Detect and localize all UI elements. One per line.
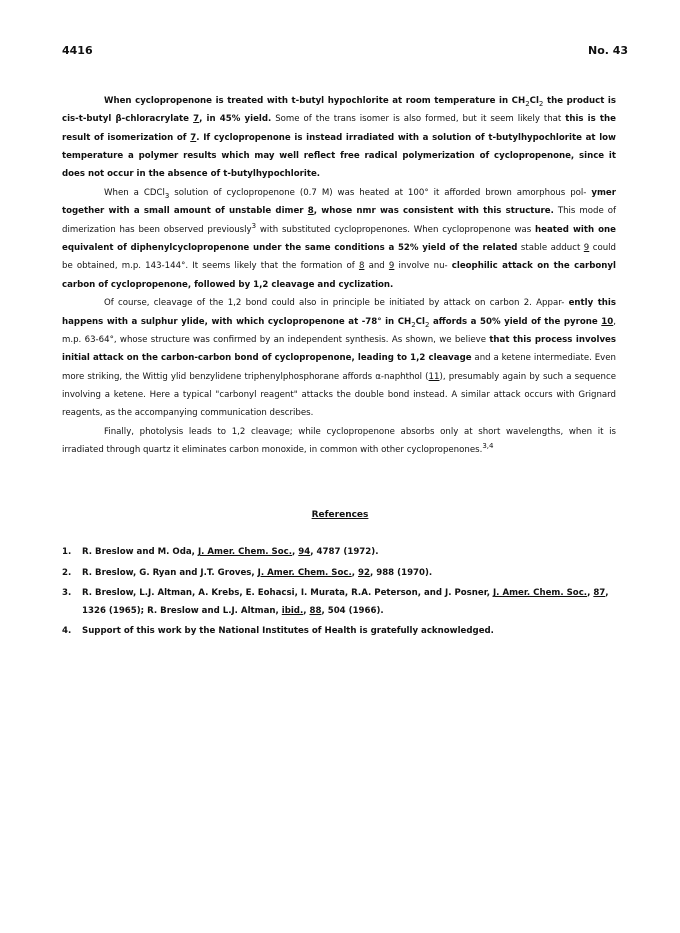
text-run: and: [364, 261, 389, 272]
text-run: R. Breslow, L.J. Altman, A. Krebs, E. Eohacsi, I. Murata, R.A. Peterson, and J. Posner,: [82, 588, 493, 599]
text-run: J. Amer. Chem. Soc.: [257, 567, 352, 578]
text-run: J. Amer. Chem. Soc.: [197, 547, 293, 557]
text-run: could be obtained, m.p. 143-144°. It seems likely that the formation of: [62, 242, 616, 272]
text-run: 11: [428, 371, 440, 382]
text-run: When cyclopropenone is treated with t-butyl hypochlorite at room temperature in CH: [104, 96, 526, 106]
text-run: Some of the trans isomer is also formed, but it seem likely that: [271, 114, 566, 125]
text-run: 94: [298, 547, 311, 557]
text-run: , in 45% yield.: [199, 114, 272, 125]
subscript: 3: [164, 192, 170, 201]
text-run: , 504 (1966).: [321, 605, 384, 616]
text-run: ,: [587, 588, 594, 599]
text-run: ymer together with a small amount of unstable dimer: [62, 188, 616, 217]
text-run: 88: [309, 605, 322, 616]
reference-number: 4.: [62, 626, 72, 637]
paragraph: [62, 184, 616, 294]
text-run: 8: [307, 206, 314, 217]
page-number: 4416: [62, 44, 93, 57]
text-run: and a ketene intermediate. Even more striking, the Wittig ylid benzylidene triphenylphosphorane affords α-naphthol (: [62, 353, 616, 382]
subscript: 2: [424, 320, 430, 329]
references-heading: References: [311, 510, 369, 520]
superscript: 3: [251, 221, 257, 230]
text-run: with substituted cyclopropenones. When cyclopropenone was: [256, 224, 536, 235]
text-run: , 988 (1970).: [369, 567, 433, 578]
subscript: 2: [538, 100, 544, 108]
text-run: , m.p. 63-64°, whose structure was confirmed by an independent synthesis. As shown, we believe: [62, 316, 616, 346]
text-run: 8: [358, 261, 365, 272]
journal-issue: No. 43: [588, 44, 629, 57]
text-run: , 1326 (1965); R. Breslow and L.J. Altman,: [82, 588, 609, 616]
text-run: 9: [583, 242, 590, 253]
text-run: heated with one equivalent of diphenylcyclopropenone under the same conditions a 52% yield of the related: [62, 224, 616, 253]
reference-number: 2.: [62, 567, 72, 578]
text-run: 7: [190, 132, 197, 143]
reference-number: 1.: [62, 547, 72, 557]
text-run: ibid.: [281, 605, 304, 616]
text-run: affords a 50% yield of the pyrone: [429, 316, 602, 327]
paragraph: [62, 423, 616, 460]
text-run: ), presumably again by such a sequence involving a ketene. Here a typical "carbonyl reagent" attacks the double bond instead. A similar attack occurs with Grignard reagents, as the accompanying communication describes.: [62, 371, 617, 419]
text-run: When a CDCl: [104, 188, 165, 199]
text-run: Cl: [415, 316, 425, 327]
body-text: [62, 92, 616, 460]
text-run: 9: [388, 261, 395, 272]
text-run: ,: [292, 547, 299, 557]
text-run: J. Amer. Chem. Soc.: [492, 588, 588, 599]
text-run: 87: [593, 588, 606, 599]
text-run: , 4787 (1972).: [310, 547, 379, 557]
text-run: this is the result of isomerization of: [62, 114, 616, 143]
text-run: cleophilic attack on the carbonyl carbon of cyclopropenone, followed by 1,2 cleavage and cyclization.: [62, 261, 616, 290]
text-run: Support of this work by the National Institutes of Health is gratefully acknowledged.: [82, 626, 494, 637]
text-run: . If cyclopropenone is instead irradiated with a solution of t-butylhypochlorite at low temperature a polymer results which may well reflect free radical polymerization of cyclopropenone, since it does not occur in the absence of t-butylhypochlorite.: [62, 132, 616, 180]
text-run: that this process involves initial attack on the carbon-carbon bond of cyclopropenone, leading to 1,2 cleavage: [62, 335, 616, 364]
text-run: , whose nmr was consistent with this structure.: [313, 206, 554, 217]
text-run: solution of cyclopropenone (0.7 M) was heated at 100° it afforded brown amorphous pol-: [169, 188, 592, 199]
superscript: 3,4: [482, 442, 494, 451]
reference-item: [62, 565, 618, 583]
subscript: 2: [525, 100, 530, 108]
text-run: stable adduct: [517, 242, 584, 253]
text-run: Of course, cleavage of the 1,2 bond could also in principle be initiated by attack on carbon 2. Appar-: [104, 298, 569, 309]
references-list: [62, 544, 618, 644]
text-run: 10: [601, 316, 614, 327]
text-run: R. Breslow, G. Ryan and J.T. Groves,: [82, 567, 258, 578]
reference-item: [62, 585, 618, 620]
text-run: Finally, photolysis leads to 1,2 cleavage; while cyclopropenone absorbs only at short wavelengths, when it is irradiated through quartz it eliminates carbon monoxide, in common with other cyclopropenones.: [62, 427, 616, 456]
text-run: Cl: [529, 96, 539, 106]
text-run: the product is cis-t-butyl β-chloracrylate: [62, 96, 616, 125]
text-run: ,: [303, 605, 310, 616]
paragraph: [62, 92, 616, 183]
reference-number: 3.: [62, 588, 72, 599]
reference-item: [62, 544, 618, 562]
text-run: ,: [351, 567, 358, 578]
text-run: 92: [358, 567, 370, 578]
paragraph: [62, 294, 616, 422]
text-run: ently this happens with a sulphur ylide, with which cyclopropenone at -78° in CH: [62, 298, 616, 327]
text-run: This mode of dimerization has been observed previously: [62, 206, 616, 235]
subscript: 2: [411, 320, 416, 329]
text-run: R. Breslow and M. Oda,: [82, 547, 198, 557]
text-run: 7: [193, 114, 200, 125]
reference-item: [62, 623, 618, 641]
text-run: involve nu-: [394, 261, 452, 272]
